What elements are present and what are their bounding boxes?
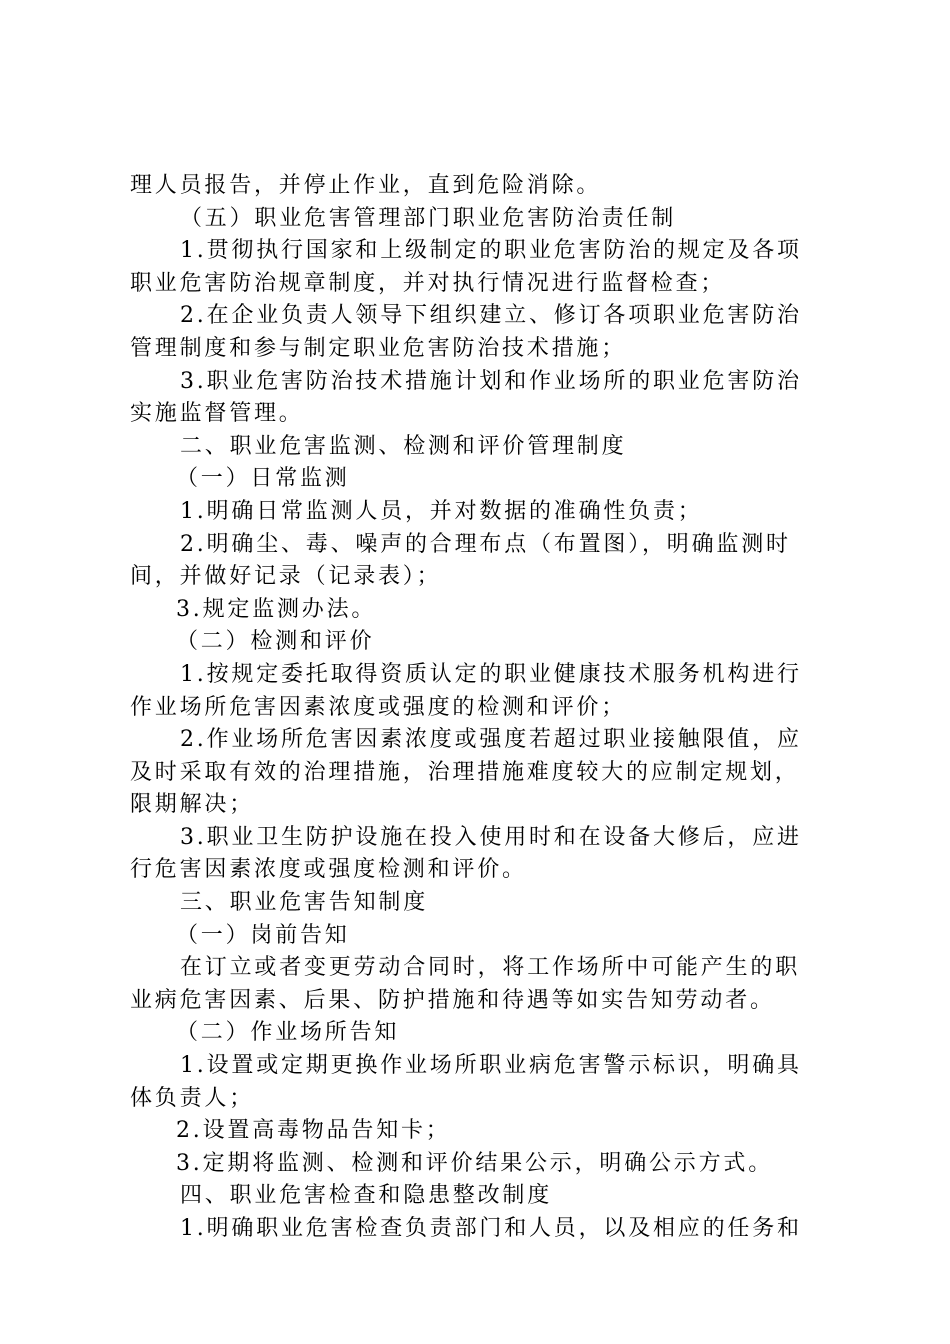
- section-heading: 二、职业危害监测、检测和评价管理制度: [180, 433, 627, 459]
- text-line: 2.明确尘、毒、噪声的合理布点（布置图），明确监测时: [180, 531, 791, 557]
- text-line: 限期解决；: [130, 792, 255, 818]
- text-line: 作业场所危害因素浓度或强度的检测和评价；: [130, 694, 627, 720]
- text-line: 1.贯彻执行国家和上级制定的职业危害防治的规定及各项: [180, 238, 802, 264]
- text-line: 体负责人；: [130, 1085, 255, 1111]
- text-line: 2.在企业负责人领导下组织建立、修订各项职业危害防治: [180, 303, 802, 329]
- text-line: 1.按规定委托取得资质认定的职业健康技术服务机构进行: [180, 661, 802, 687]
- text-line: 行危害因素浓度或强度检测和评价。: [130, 857, 527, 883]
- text-line: 1.明确职业危害检查负责部门和人员，以及相应的任务和: [180, 1216, 802, 1241]
- text-line: 1.设置或定期更换作业场所职业病危害警示标识，明确具: [180, 1053, 802, 1079]
- text-line: 1.明确日常监测人员，并对数据的准确性负责；: [180, 498, 703, 524]
- text-line: 3.职业危害防治技术措施计划和作业场所的职业危害防治: [180, 368, 802, 394]
- text-line: 2.设置高毒物品告知卡；: [176, 1118, 451, 1144]
- text-line: 3.职业卫生防护设施在投入使用时和在设备大修后，应进: [180, 824, 802, 850]
- text-line: 职业危害防治规章制度，并对执行情况进行监督检查；: [130, 270, 726, 296]
- text-line: 间，并做好记录（记录表）；: [130, 564, 442, 590]
- text-line: 实施监督管理。: [130, 401, 304, 427]
- subsection-heading: （二）检测和评价: [176, 629, 375, 655]
- subsection-heading: （一）岗前告知: [176, 922, 350, 948]
- section-heading: 四、职业危害检查和隐患整改制度: [180, 1183, 553, 1209]
- text-line: 业病危害因素、后果、防护措施和待遇等如实告知劳动者。: [130, 987, 775, 1013]
- text-line: 2.作业场所危害因素浓度或强度若超过职业接触限值，应: [180, 727, 802, 753]
- text-line: 在订立或者变更劳动合同时，将工作场所中可能产生的职: [180, 955, 801, 981]
- text-line: 理人员报告，并停止作业，直到危险消除。: [130, 173, 602, 198]
- text-line: 管理制度和参与制定职业危害防治技术措施；: [130, 335, 627, 361]
- text-line: 3.规定监测办法。: [176, 596, 377, 622]
- text-line: 及时采取有效的治理措施，治理措施难度较大的应制定规划，: [130, 759, 800, 785]
- section-heading: 三、职业危害告知制度: [180, 890, 429, 916]
- subsection-heading: （一）日常监测: [176, 466, 350, 492]
- text-line: 3.定期将监测、检测和评价结果公示，明确公示方式。: [176, 1150, 773, 1176]
- document-body: [130, 170, 835, 1246]
- section-heading: （五）职业危害管理部门职业危害防治责任制: [180, 205, 677, 231]
- subsection-heading: （二）作业场所告知: [176, 1020, 400, 1046]
